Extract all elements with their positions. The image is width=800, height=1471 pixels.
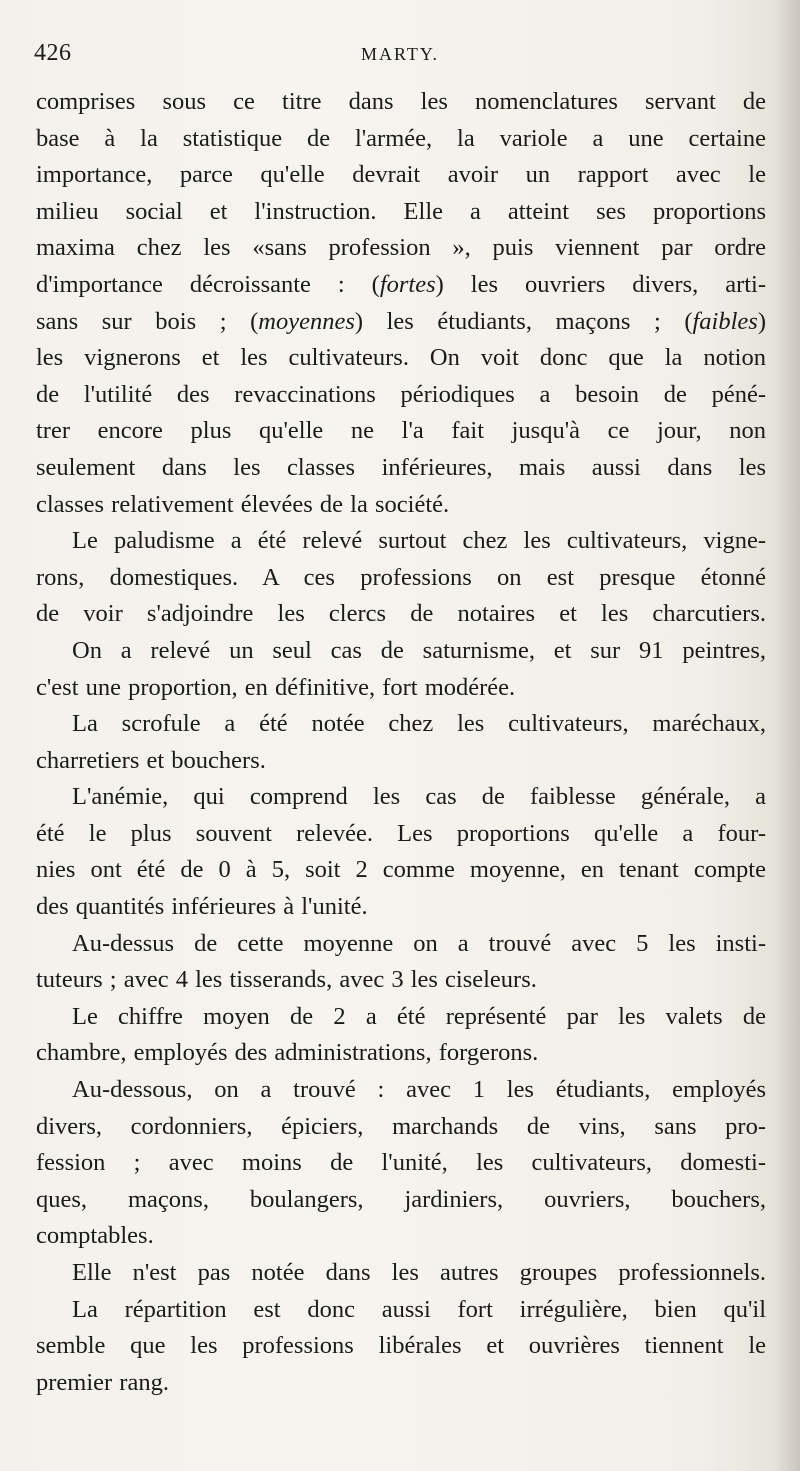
text-line bbox=[36, 267, 766, 304]
paragraph-start: Elle n'est pas notée dans les autres groupes professionnels. bbox=[72, 1259, 766, 1286]
text-line: charretiers et bouchers. bbox=[36, 746, 266, 774]
text-run: d'importance décroissante : ( bbox=[36, 270, 380, 298]
paragraph-start: Le chiffre moyen de 2 a été représenté par les valets de bbox=[72, 1002, 766, 1030]
italic-term-moyennes: moyennes bbox=[258, 307, 355, 335]
italic-term-faibles: faibles bbox=[692, 307, 758, 335]
text-line: classes relativement élevées de la société. bbox=[36, 490, 450, 518]
text-line: milieu social et l'instruction. Elle a atteint ses proportions bbox=[36, 197, 766, 225]
text-line: rons, domestiques. A ces professions on est presque étonné bbox=[36, 563, 766, 591]
running-title: MARTY. bbox=[360, 44, 440, 64]
text-line: maxima chez les «sans profession », puis viennent par ordre bbox=[36, 234, 766, 262]
text-line: les vignerons et les cultivateurs. On voit donc que la notion bbox=[36, 344, 766, 372]
paragraph-start: Au-dessous, on a trouvé : avec 1 les étudiants, employés bbox=[72, 1076, 766, 1104]
text-run: ) bbox=[757, 307, 766, 335]
text-line: tuteurs ; avec 4 les tisserands, avec 3 les ciseleurs. bbox=[36, 966, 537, 994]
text-line bbox=[36, 304, 766, 341]
text-line: comptables. bbox=[36, 1222, 154, 1250]
text-line: c'est une proportion, en définitive, fort modérée. bbox=[36, 673, 516, 701]
text-line: comprises sous ce titre dans les nomenclatures servant de bbox=[36, 88, 766, 115]
italic-term-fortes: fortes bbox=[379, 270, 436, 298]
text-line: semble que les professions libérales et ouvrières tiennent le bbox=[36, 1332, 766, 1360]
text-line: ques, maçons, boulangers, jardiniers, ouvriers, bouchers, bbox=[36, 1185, 766, 1213]
text-run: ) les ouvriers divers, arti- bbox=[435, 270, 767, 298]
paragraph-start: Le paludisme a été relevé surtout chez les cultivateurs, vigne- bbox=[72, 527, 766, 555]
text-line: fession ; avec moins de l'unité, les cultivateurs, domesti- bbox=[36, 1149, 766, 1177]
text-line: premier rang. bbox=[36, 1368, 169, 1396]
text-line: des quantités inférieures à l'unité. bbox=[36, 893, 368, 921]
paragraph-start: L'anémie, qui comprend les cas de faiblesse générale, a bbox=[72, 783, 766, 811]
text-line: base à la statistique de l'armée, la variole a une certaine bbox=[36, 124, 766, 152]
text-run: sans sur bois ; ( bbox=[36, 307, 259, 335]
text-line: nies ont été de 0 à 5, soit 2 comme moyenne, en tenant compte bbox=[36, 856, 766, 884]
text-line: divers, cordonniers, épiciers, marchands de vins, sans pro- bbox=[36, 1112, 766, 1140]
text-line: été le plus souvent relevée. Les proportions qu'elle a four- bbox=[36, 819, 766, 847]
text-line: seulement dans les classes inférieures, mais aussi dans les bbox=[36, 453, 766, 481]
text-run: ) les étudiants, maçons ; ( bbox=[354, 307, 693, 335]
page-number: 426 bbox=[34, 40, 72, 66]
text-line: de l'utilité des revaccinations périodiques a besoin de péné- bbox=[36, 380, 766, 408]
text-line: chambre, employés des administrations, forgerons. bbox=[36, 1039, 539, 1067]
text-line: importance, parce qu'elle devrait avoir un rapport avec le bbox=[36, 161, 766, 189]
text-line: de voir s'adjoindre les clercs de notaires et les charcutiers. bbox=[36, 600, 766, 628]
body-text bbox=[36, 84, 766, 1401]
paragraph-start: On a relevé un seul cas de saturnisme, et sur 91 peintres, bbox=[72, 636, 766, 664]
paragraph-start: La répartition est donc aussi fort irrégulière, bien qu'il bbox=[72, 1295, 766, 1323]
paragraph-start: La scrofule a été notée chez les cultivateurs, maréchaux, bbox=[72, 710, 766, 738]
paragraph-start: Au-dessus de cette moyenne on a trouvé avec 5 les insti- bbox=[72, 929, 766, 957]
text-line: trer encore plus qu'elle ne l'a fait jusqu'à ce jour, non bbox=[36, 417, 766, 445]
